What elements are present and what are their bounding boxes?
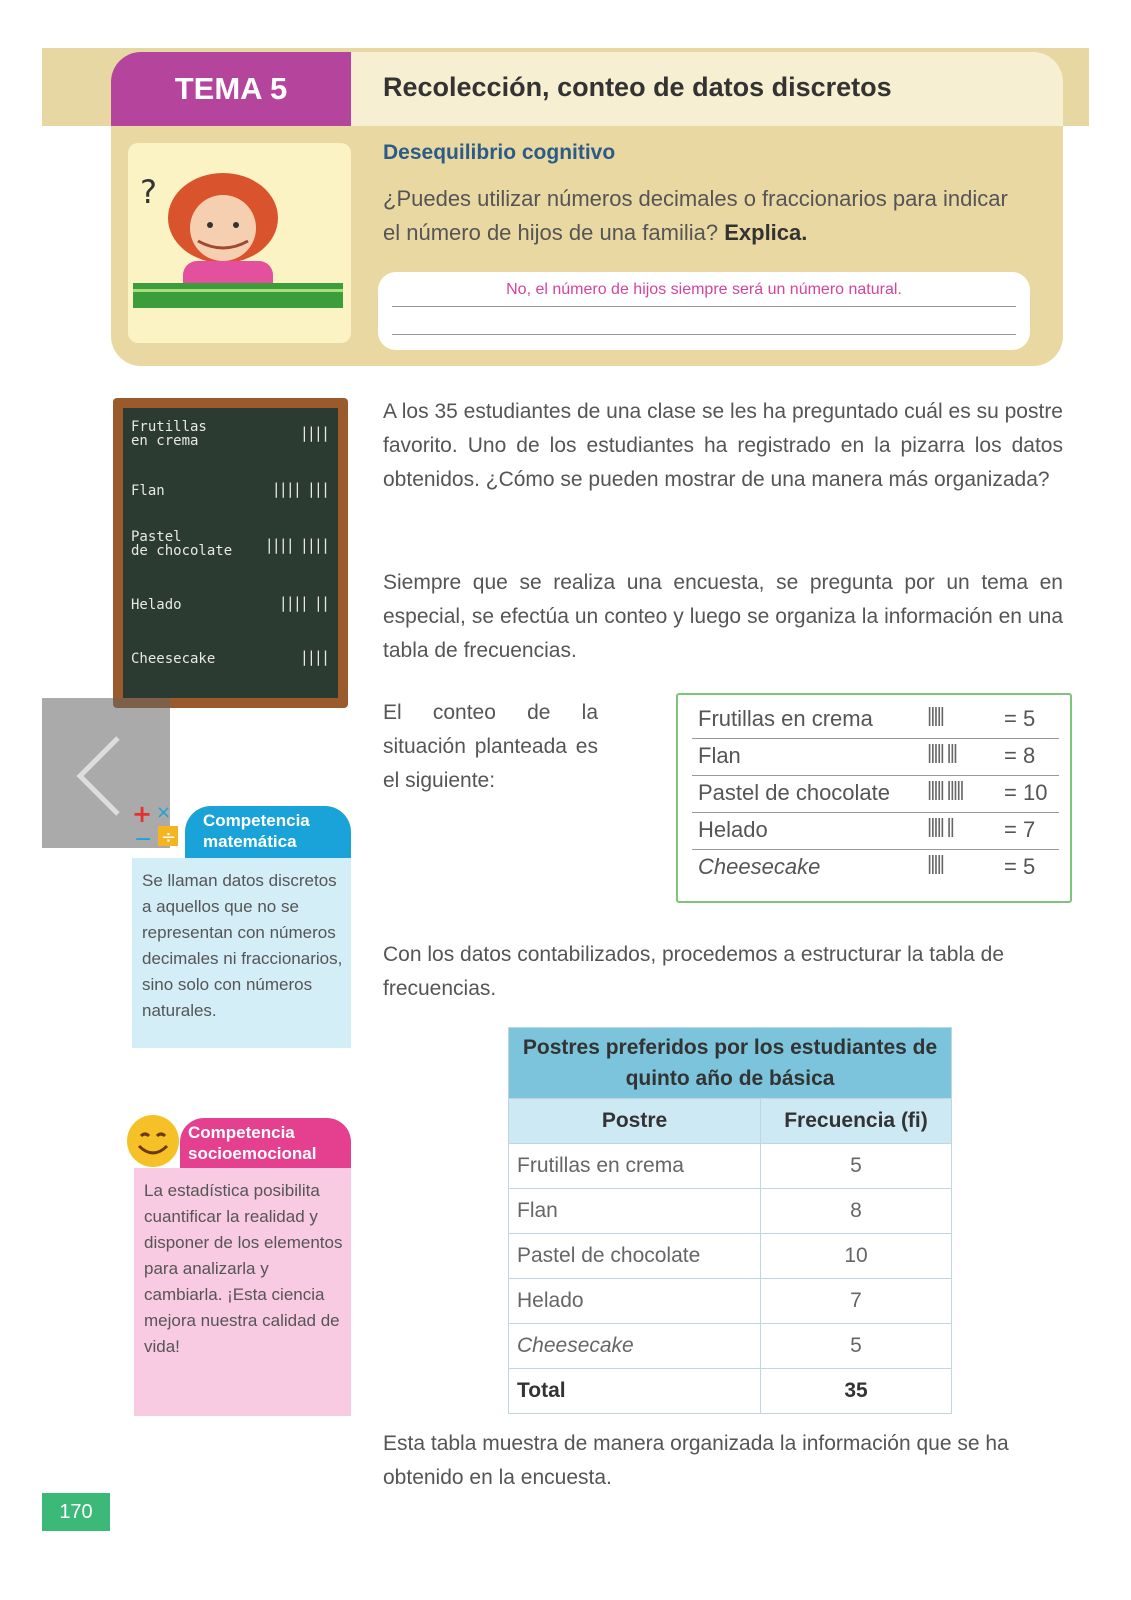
table-cell: 5 (761, 1144, 952, 1189)
math-symbols-icon (130, 798, 185, 853)
paragraph-intro: A los 35 estudiantes de una clase se les ha preguntado cuál es su postre favorito. Uno de los estudiantes ha registrado en la pizarra los datos obtenidos. ¿Cómo se pueden mostrar de una manera más organizada? (383, 400, 1063, 491)
smiley-icon (124, 1112, 182, 1175)
count-row: Flan ||||| ||| = 8 (692, 738, 1059, 776)
chalk-label-flan: Flan (131, 483, 165, 499)
count-row: Helado ||||| || = 7 (692, 812, 1059, 850)
girl-illustration (128, 143, 351, 343)
paragraph-conteo: El conteo de la situación planteada es el siguiente: (383, 701, 598, 792)
tema-label: TEMA 5 (111, 52, 351, 126)
total-label: Total (509, 1369, 761, 1414)
answer-text: No, el número de hijos siempre será un número natural. (506, 281, 902, 298)
competencia-socioemocional-text: La estadística posibilita cuantificar la realidad y disponer de los elementos para analizarla y cambiarla. ¡Esta ciencia mejora nuestra calidad de vida! (144, 1181, 343, 1356)
explica-label: Explica. (724, 220, 808, 245)
desequilibrio-question: ¿Puedes utilizar números decimales o fraccionarios para indicar el número de hijos de una familia? Explica. (383, 186, 1008, 245)
chalk-label-helado: Helado (131, 597, 182, 613)
chalk-tally: |||| |||| (264, 536, 328, 554)
table-cell: Helado (509, 1279, 761, 1324)
desequilibrio-heading: Desequilibrio cognitivo (383, 141, 616, 164)
chalk-label-cheesecake: Cheesecake (131, 651, 216, 667)
competencia-matematica-text: Se llaman datos discretos a aquellos que no se representan con números decimales ni fraccionarios, sino solo con números naturales. (142, 871, 343, 1020)
paragraph-conclusion: Esta tabla muestra de manera organizada la información que se ha obtenido en la encuesta. (383, 1432, 1009, 1489)
chalk-tally: |||| || (278, 594, 328, 612)
table-cell: Cheesecake (509, 1324, 761, 1369)
table-cell: 7 (761, 1279, 952, 1324)
table-row (509, 1189, 952, 1234)
chalk-tally: |||| ||| (271, 480, 328, 498)
table-caption: Postres preferidos por los estudiantes de quinto año de básica (509, 1028, 952, 1099)
svg-text:+: + (132, 800, 153, 828)
paragraph-estructurar: Con los datos contabilizados, procedemos a estructurar la tabla de frecuencias. (383, 943, 1005, 1000)
count-box (676, 693, 1072, 903)
count-row: Frutillas en crema ||||| = 5 (692, 701, 1059, 739)
table-cell: 5 (761, 1324, 952, 1369)
total-value: 35 (761, 1369, 952, 1414)
svg-text:×: × (156, 802, 172, 823)
table-cell: 8 (761, 1189, 952, 1234)
table-cell: 10 (761, 1234, 952, 1279)
chalkboard (123, 408, 338, 698)
page-number: 170 (42, 1493, 110, 1531)
svg-text:÷: ÷ (161, 827, 177, 848)
chalk-tally: |||| (299, 648, 328, 666)
table-total-row (509, 1369, 952, 1414)
table-cell: Flan (509, 1189, 761, 1234)
chalk-label-pastel: Pastel de chocolate (131, 529, 233, 559)
count-row: Pastel de chocolate ||||| ||||| = 10 (692, 775, 1059, 813)
svg-text:−: − (134, 827, 153, 852)
table-header-frecuencia: Frecuencia (fi) (761, 1099, 952, 1144)
table-header-postre: Postre (509, 1099, 761, 1144)
table-row (509, 1279, 952, 1324)
chalk-tally: |||| (299, 424, 328, 442)
count-row: Cheesecake ||||| = 5 (698, 853, 1036, 879)
table-row (509, 1324, 952, 1369)
paragraph-encuesta: Siempre que se realiza una encuesta, se pregunta por un tema en especial, se efectúa un conteo y luego se organiza la información en una tabla de frecuencias. (383, 571, 1063, 662)
table-cell: Pastel de chocolate (509, 1234, 761, 1279)
table-cell: Frutillas en crema (509, 1144, 761, 1189)
competencia-socioemocional-title: Competencia socioemocional (188, 1123, 317, 1163)
table-row (509, 1234, 952, 1279)
competencia-matematica-title: Competencia matemática (203, 811, 310, 851)
frequency-table (508, 1027, 952, 1414)
page-title: Recolección, conteo de datos discretos (383, 72, 892, 102)
chalk-label-frutillas: Frutillas en crema (131, 419, 207, 449)
svg-text:?: ? (140, 173, 157, 211)
table-row (509, 1144, 952, 1189)
